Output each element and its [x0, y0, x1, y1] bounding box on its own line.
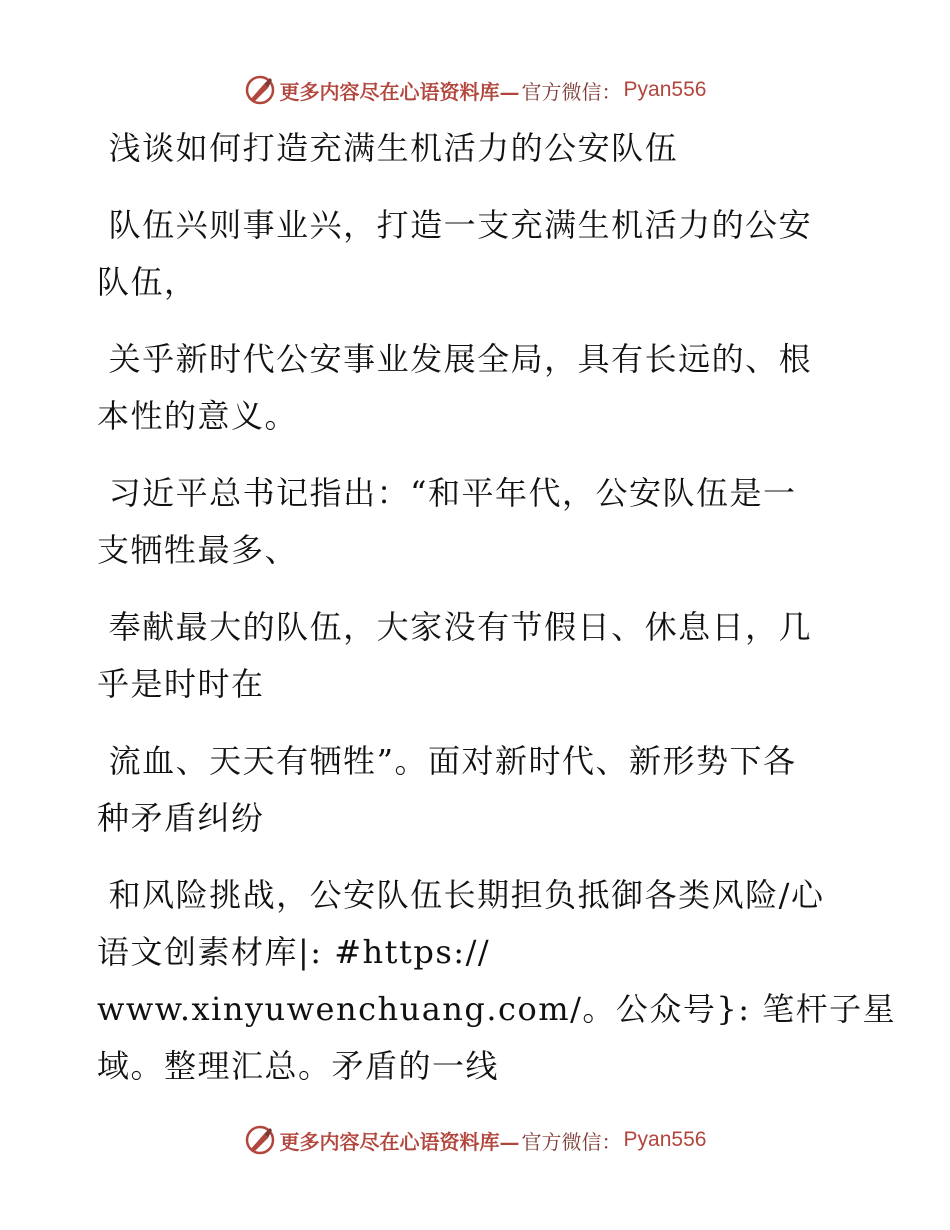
text-line: 关乎新时代公安事业发展全局，具有长远的、根	[97, 340, 813, 378]
banner-account: Pyan556	[623, 78, 707, 101]
paragraph	[97, 197, 857, 311]
text-line: www.xinyuwenchuang.com/。公众号}: 笔杆子星	[97, 990, 897, 1028]
text-line: 域。整理汇总。矛盾的一线	[97, 1047, 500, 1085]
paragraph	[97, 465, 857, 579]
text-line: 队伍兴则事业兴，打造一支充满生机活力的公安	[97, 206, 813, 244]
text-line: 支牺牲最多、	[97, 531, 299, 569]
text-line: 浅谈如何打造充满生机活力的公安队伍	[97, 129, 679, 167]
text-line: 种矛盾纠纷	[97, 799, 265, 837]
text-line: 习近平总书记指出：“和平年代，公安队伍是一	[97, 474, 797, 512]
paragraph	[97, 867, 897, 1095]
text-line: 流血、天天有牺牲”。面对新时代、新形势下各	[97, 742, 797, 780]
text-line: 奉献最大的队伍，大家没有节假日、休息日，几	[97, 608, 813, 646]
banner-account: Pyan556	[623, 1128, 707, 1151]
paragraph	[97, 733, 857, 847]
banner-wechat-label: 官方微信：	[521, 79, 622, 104]
banner-wechat-label: 官方微信：	[521, 1129, 622, 1154]
document-title	[97, 120, 857, 177]
banner-text: 更多内容尽在心语资料库—	[279, 1129, 520, 1154]
pen-nib-logo-icon	[244, 1124, 276, 1156]
banner-text: 更多内容尽在心语资料库—	[279, 79, 520, 104]
pen-nib-logo-icon	[244, 74, 276, 106]
text-line: 和风险挑战，公安队伍长期担负抵御各类风险/心	[97, 876, 825, 914]
text-line: 队伍，	[97, 263, 198, 301]
text-line: 乎是时时在	[97, 665, 265, 703]
footer-watermark-banner	[0, 1120, 950, 1160]
text-line: 语文创素材库|: #https://	[97, 933, 491, 971]
paragraph	[97, 599, 857, 713]
paragraph	[97, 331, 857, 445]
text-line: 本性的意义。	[97, 397, 299, 435]
document-body	[97, 120, 897, 1095]
header-watermark-banner	[0, 70, 950, 110]
